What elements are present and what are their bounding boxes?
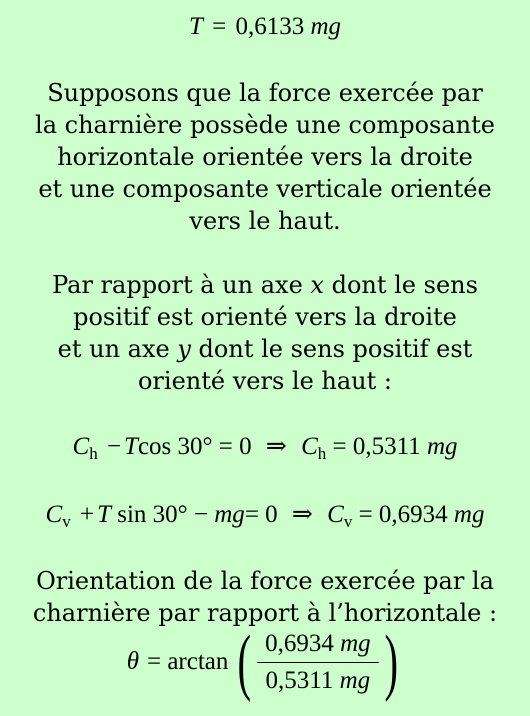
equals-zero: = 0: [244, 501, 278, 528]
paragraph-1-line-1: Supposons que la force exercée par: [47, 79, 483, 107]
x-axis-variable: x: [310, 271, 324, 299]
tension-symbol: T: [188, 13, 203, 40]
cv-result-unit: mg: [453, 501, 485, 528]
fraction: [257, 628, 379, 697]
ch-subscript: h: [89, 444, 98, 463]
paragraph-1-line-5: vers le haut.: [189, 207, 341, 235]
ch-result-value: = 0,5311: [332, 433, 421, 460]
denominator-unit: mg: [339, 666, 371, 694]
ch-result-subscript: h: [317, 444, 327, 463]
ch-result-unit: mg: [426, 433, 458, 460]
fraction-numerator: [257, 628, 379, 663]
cv-result-symbol: C: [327, 501, 344, 528]
paragraph-3-line-1: Orientation de la force exercée par la: [36, 567, 494, 595]
numerator-value: 0,6934: [265, 629, 334, 657]
cv-result-value: = 0,6934: [358, 501, 448, 528]
equation-angle: [0, 621, 530, 703]
cos-term: cos 30° = 0: [137, 433, 252, 460]
minus-sign: −: [106, 433, 122, 460]
paragraph-1-line-3: horizontale orientée vers la droite: [57, 143, 473, 171]
cv-subscript: v: [62, 512, 71, 531]
tension-unit: mg: [310, 13, 342, 40]
t-symbol: T: [124, 433, 138, 460]
cv-symbol: C: [45, 501, 63, 528]
theta-symbol: θ: [126, 648, 139, 675]
implies-arrow: ⇒: [291, 501, 313, 528]
y-axis-variable: y: [177, 335, 191, 363]
paragraph-2-line-1: [0, 270, 530, 300]
arctan-label: = arctan: [146, 648, 229, 675]
p2-line1-pre: Par rapport à un axe: [52, 271, 311, 299]
p2-line3-pre: et un axe: [57, 335, 178, 363]
cv-result-subscript: v: [343, 512, 353, 531]
paragraph-1-line-2: la charnière possède une composante: [35, 111, 495, 139]
mg-term: mg: [214, 501, 245, 528]
numerator-unit: mg: [340, 629, 371, 657]
equation-tension: [0, 12, 530, 42]
paragraph-2-line-4: orienté vers le haut :: [137, 367, 392, 395]
implies-arrow: ⇒: [265, 433, 287, 460]
left-paren: (: [237, 621, 252, 703]
tension-value: 0,6133: [235, 13, 305, 40]
plus-sign: +: [79, 501, 95, 528]
p2-line1-post: dont le sens: [323, 271, 478, 299]
equals-sign: =: [212, 13, 227, 40]
ch-result-symbol: C: [301, 433, 318, 460]
denominator-value: 0,5311: [265, 666, 334, 694]
right-paren: ): [384, 621, 398, 703]
fraction-denominator: [258, 663, 379, 697]
paragraph-2-line-2: positif est orienté vers la droite: [73, 303, 457, 331]
equation-horizontal-component: [0, 432, 530, 462]
t-symbol: T: [97, 501, 111, 528]
paragraph-1-line-4: et une composante verticale orientée: [38, 175, 492, 203]
p2-line3-post: dont le sens positif est: [190, 335, 473, 363]
paragraph-3-line-2: charnière par rapport à l’horizontale :: [32, 599, 498, 627]
sin-term: sin 30° −: [117, 501, 208, 528]
ch-symbol: C: [72, 433, 90, 460]
equation-vertical-component: [0, 500, 530, 530]
paragraph-2-line-3: [0, 334, 530, 364]
